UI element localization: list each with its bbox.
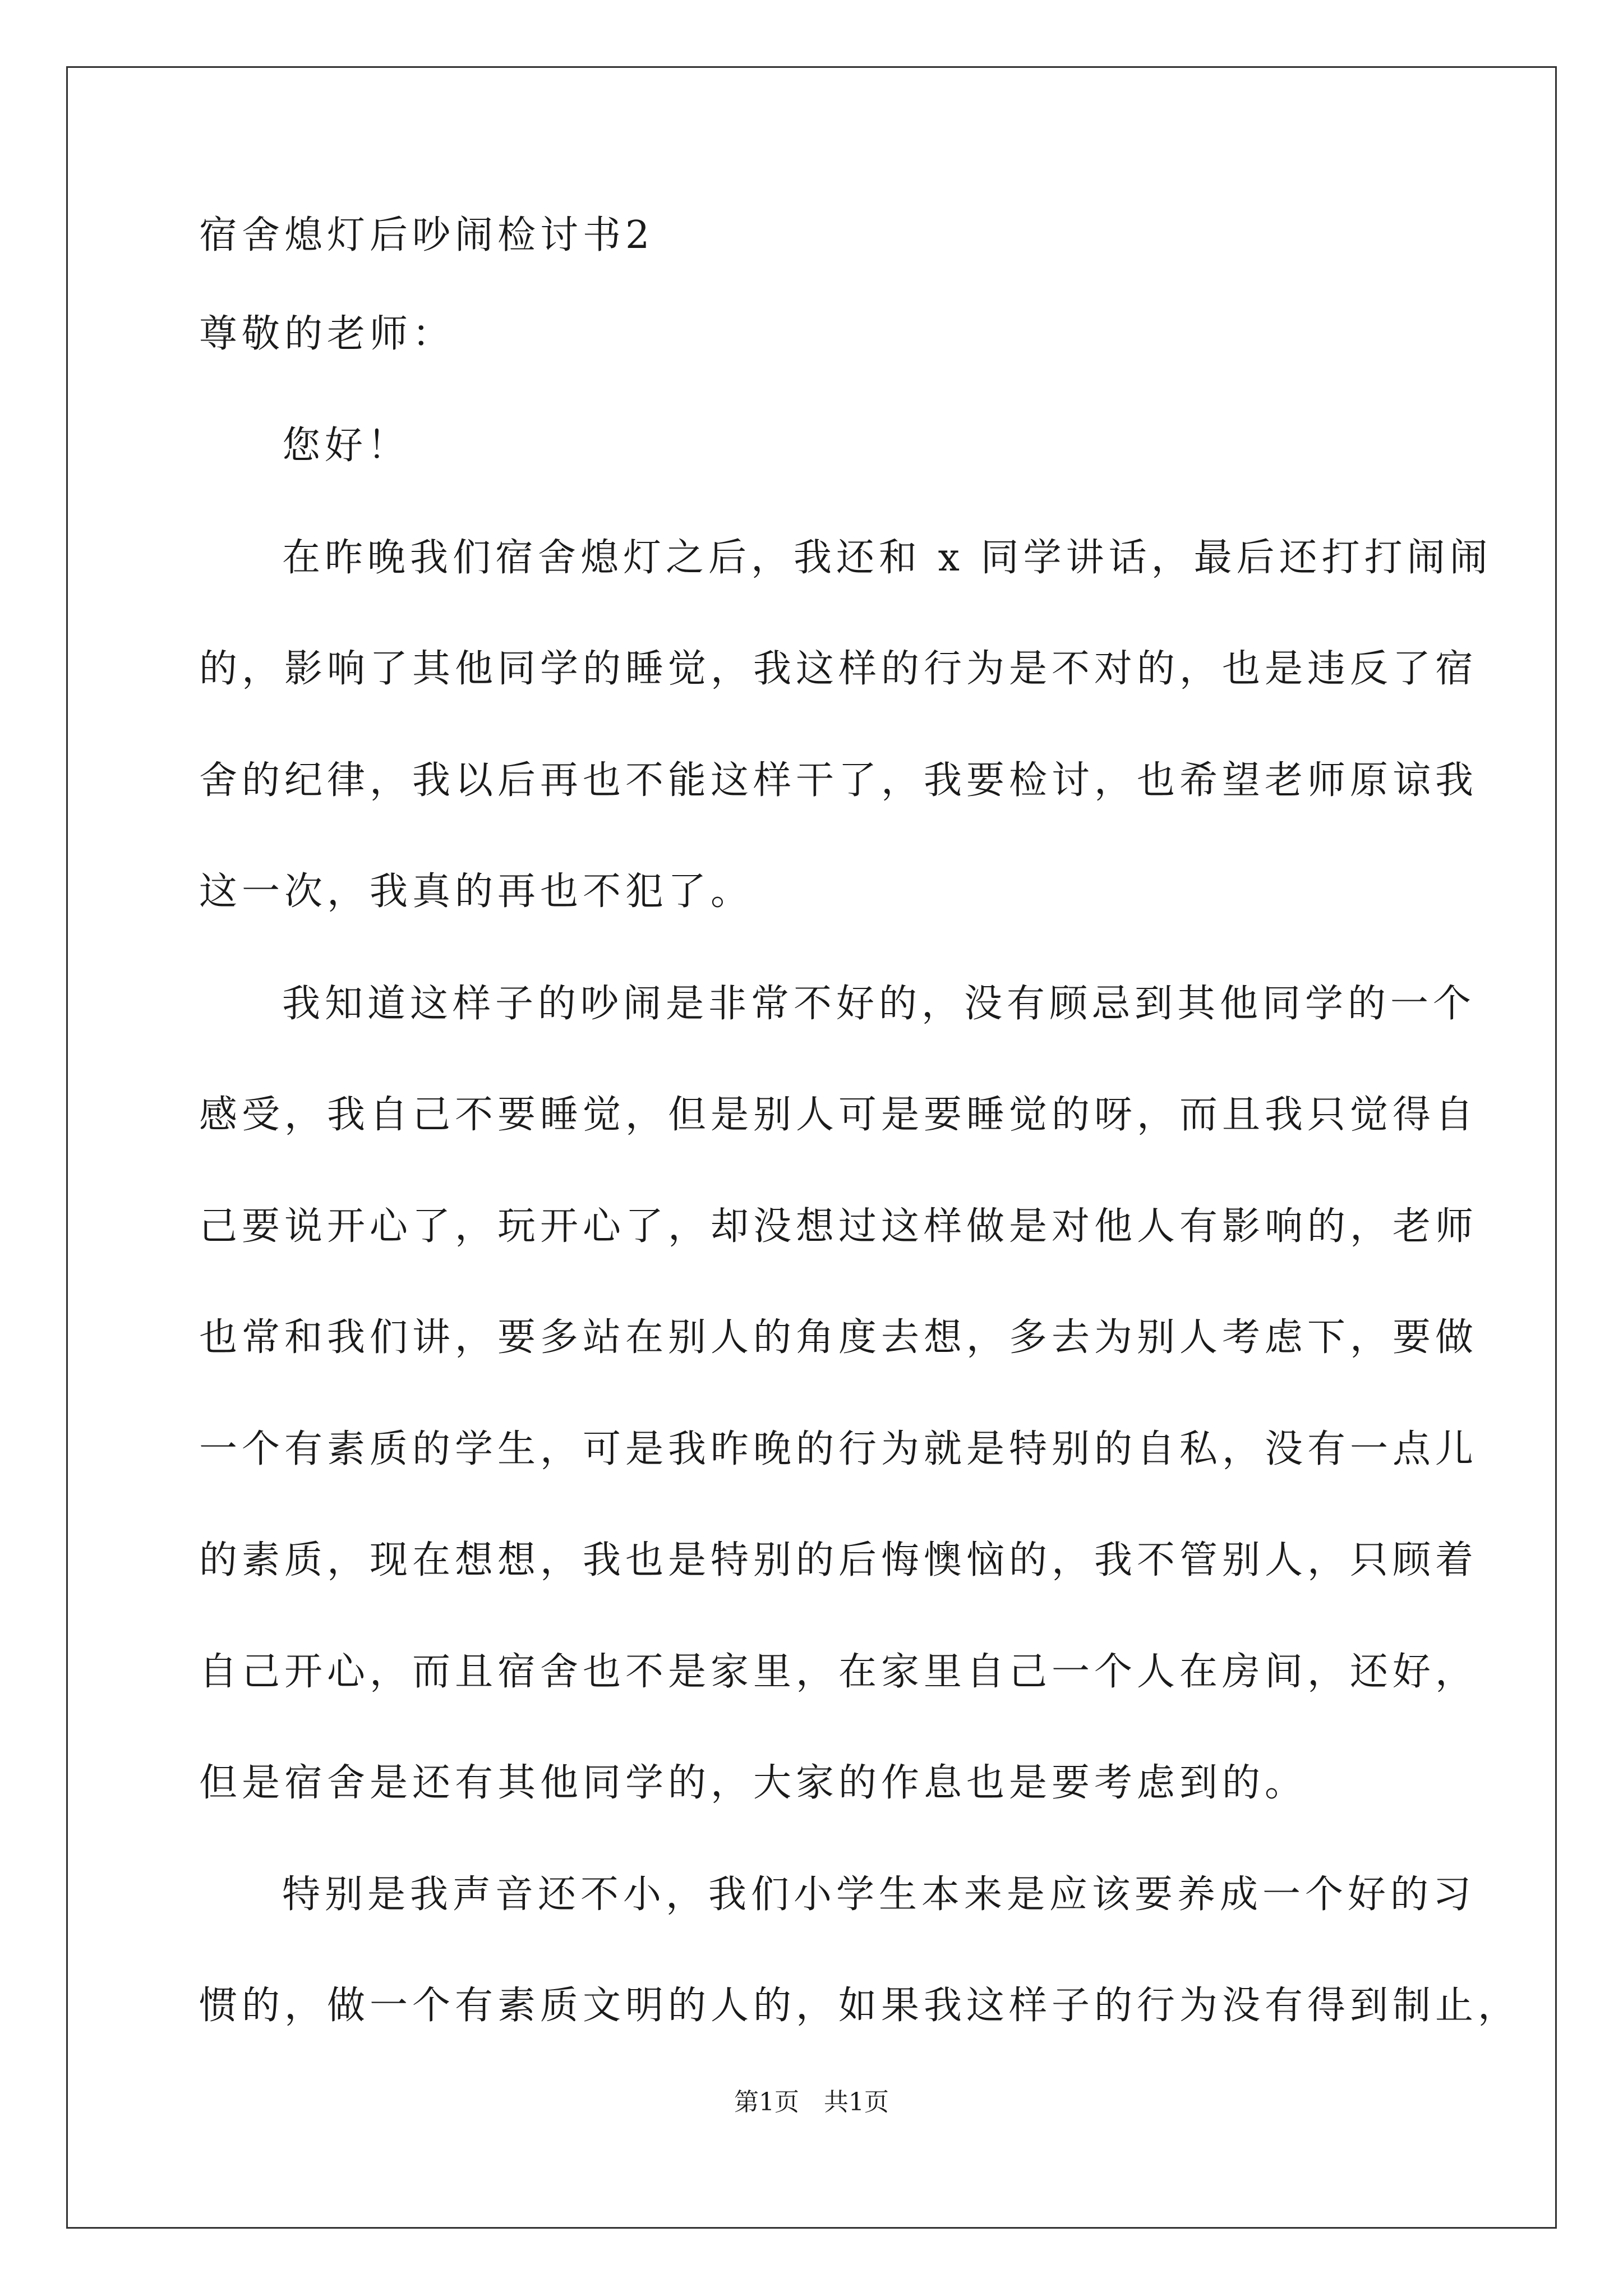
paragraph-2-line-7: 自己开心，而且宿舍也不是家里，在家里自己一个人在房间，还好， (199, 1650, 1478, 1694)
paragraph-1-line-3: 舍的纪律，我以后再也不能这样干了，我要检讨，也希望老师原谅我 (199, 758, 1478, 803)
paragraph-1-line-2: 的，影响了其他同学的睡觉，我这样的行为是不对的，也是违反了宿 (199, 647, 1478, 691)
paragraph-2-line-2: 感受，我自己不要睡觉，但是别人可是要睡觉的呀，而且我只觉得自 (199, 1093, 1478, 1137)
paragraph-2-line-1: 我知道这样子的吵闹是非常不好的，没有顾忌到其他同学的一个 (282, 982, 1476, 1026)
paragraph-3-line-2: 惯的，做一个有素质文明的人的，如果我这样子的行为没有得到制止， (199, 1984, 1521, 2028)
paragraph-2-line-8: 但是宿舍是还有其他同学的，大家的作息也是要考虑到的。 (199, 1761, 1308, 1805)
paragraph-2-line-4: 也常和我们讲，要多站在别人的角度去想，多去为别人考虑下，要做 (199, 1315, 1478, 1360)
salutation: 尊敬的老师： (199, 312, 455, 356)
paragraph-1-line-4: 这一次，我真的再也不犯了。 (199, 869, 754, 914)
page-number: 第1页 共1页 (734, 2088, 889, 2116)
paragraph-1-line-1: 在昨晚我们宿舍熄灯之后，我还和 x 同学讲话，最后还打打闹闹 (282, 536, 1492, 580)
paragraph-3-line-1: 特别是我声音还不小，我们小学生本来是应该要养成一个好的习 (282, 1872, 1476, 1917)
greeting: 您好！ (282, 424, 411, 468)
paragraph-2-line-6: 的素质，现在想想，我也是特别的后悔懊恼的，我不管别人，只顾着 (199, 1538, 1478, 1582)
paragraph-2-line-3: 己要说开心了，玩开心了，却没想过这样做是对他人有影响的，老师 (199, 1204, 1478, 1249)
paragraph-2-line-5: 一个有素质的学生，可是我昨晚的行为就是特别的自私，没有一点儿 (199, 1427, 1478, 1471)
document-title: 宿舍熄灯后吵闹检讨书2 (199, 213, 654, 257)
